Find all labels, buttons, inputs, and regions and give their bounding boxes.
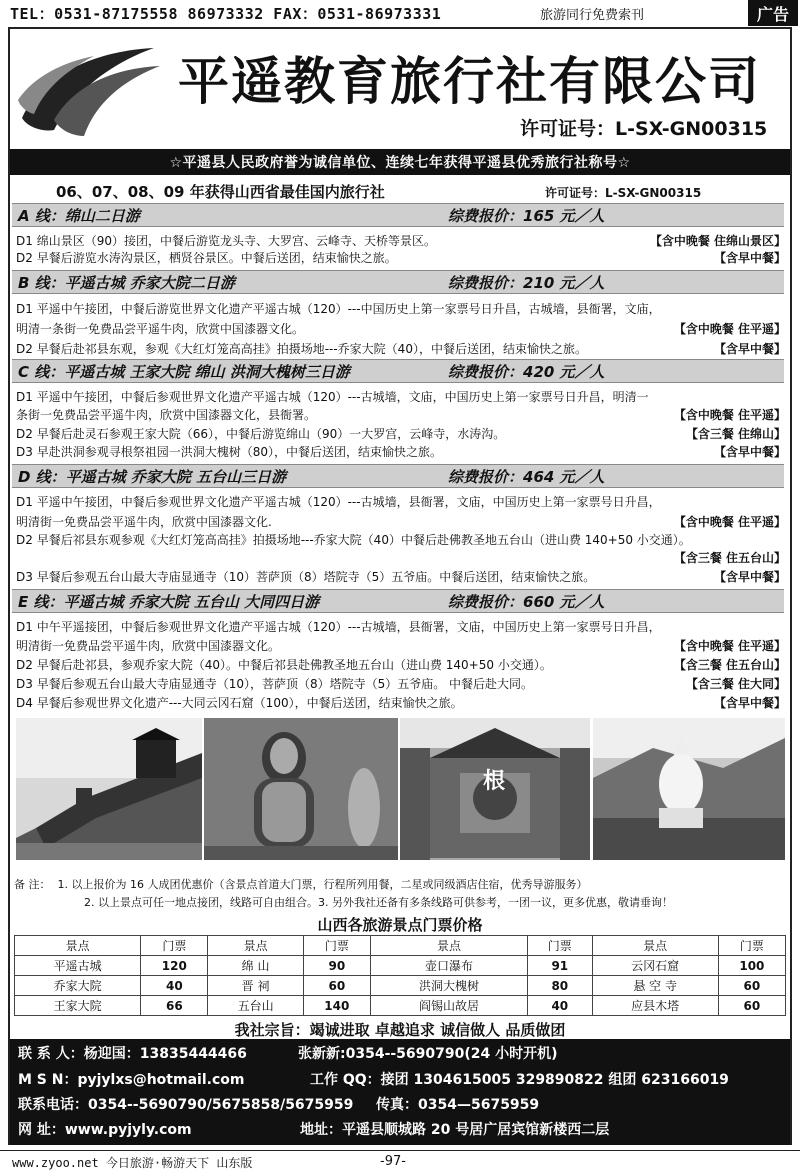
table-cell: 洪洞大槐树 [370,976,527,996]
line-tag: 【含三餐 住五台山】 [673,551,786,565]
contact-phone: 联系电话：0354--5690790/5675858/5675959 [18,1097,354,1113]
itinerary-line [16,531,786,548]
route-price: 综费报价：464 元／人 [448,467,605,486]
table-cell: 91 [528,956,592,976]
itinerary-line [16,443,786,460]
line-text: D1 平遥中午接团，中餐后参观世界文化遗产平遥古城（120）---古城墙，文庙，中国历史上第一家票号日升昌，明清一 [16,390,649,404]
line-text: 条街一免费品尝平遥牛肉，欣赏中国漆器文化，县衙署。 [16,408,317,422]
line-tag: 【含中晚餐 住平遥】 [673,515,786,529]
line-tag: 【含早中餐】 [713,445,786,459]
table-cell: 40 [141,976,208,996]
contact-website: 网 址：www.pyjyly.com [18,1122,192,1138]
table-cell: 90 [303,956,370,976]
line-text: D2 早餐后游览水涛沟景区，栖贤谷景区。中餐后送团，结束愉快之旅。 [16,251,397,265]
itinerary-line [16,493,786,510]
contact-person: 联 系 人：杨迎国：13835444466 [18,1046,247,1062]
line-tag: 【含早中餐】 [713,251,786,265]
table-cell: 壶口瀑布 [370,956,527,976]
license-number-small: 许可证号：L-SX-GN00315 [545,186,702,200]
table-header: 门票 [141,936,208,956]
table-row [15,956,786,976]
table-cell: 60 [303,976,370,996]
table-cell: 阎锡山故居 [370,996,527,1016]
itinerary-line [16,568,786,585]
line-tag: 【含三餐 住绵山】 [685,427,786,441]
line-tag: 【含中晚餐 住平遥】 [673,639,786,653]
photo-city-wall [16,718,202,860]
table-header: 景点 [592,936,718,956]
route-name: C 线：平遥古城 王家大院 绵山 洪洞大槐树三日游 [18,362,350,381]
route-price: 综费报价：420 元／人 [448,362,605,381]
table-cell: 平遥古城 [15,956,141,976]
itinerary-line [16,249,786,266]
table-cell: 40 [528,996,592,1016]
table-cell: 80 [528,976,592,996]
route-name: D 线：平遥古城 乔家大院 五台山三日游 [18,467,287,486]
itinerary-line [16,388,786,405]
line-tag: 【含中晚餐 住平遥】 [673,322,786,336]
table-header: 门票 [303,936,370,956]
route-b-header [12,270,784,294]
table-header: 景点 [15,936,141,956]
contact-qq: 工作 QQ：接团 1304615005 329890822 组团 623166019 [310,1072,729,1088]
table-header-row [15,936,786,956]
line-text: D3 早赴洪洞参观寻根祭祖园一洪洞大槐树（80），中餐后送团，结束愉快之旅。 [16,445,442,459]
line-text: D3 早餐后参观五台山最大寺庙显通寺（10），菩萨顶（8）塔院寺（5）五爷庙。 中餐后赴大同。 [16,677,534,691]
line-text: D2 早餐后赴灵石参观王家大院（66），中餐后游览绵山（90）一大罗宫，云峰寺，水涛沟。 [16,427,506,441]
contact-fax: 传真：0354—5675959 [376,1097,540,1113]
notes-line [84,894,673,910]
itinerary-line [16,340,786,357]
line-text: D2 早餐后赴祁县东观，参观《大红灯笼高高挂》拍摄场地---乔家大院（40），中餐后送团，结束愉快之旅。 [16,342,587,356]
itinerary-line [16,618,786,635]
route-name: B 线：平遥古城 乔家大院二日游 [18,273,235,292]
notes-line [14,876,587,892]
table-cell: 60 [718,976,785,996]
line-text: D1 绵山景区（90）接团，中餐后游览龙头寺、大罗宫、云峰寺、天桥等景区。 [16,234,436,248]
line-tag: 【含三餐 住五台山】 [673,658,786,672]
photo-white-pagoda [593,718,785,860]
route-price: 综费报价：660 元／人 [448,592,605,611]
line-text: 明清街一免费品尝平遥牛肉，欣赏中国漆器文化. [16,515,272,529]
itinerary-line [16,406,786,423]
line-tag: 【含中晚餐 住平遥】 [673,408,786,422]
table-cell: 绵 山 [208,956,303,976]
line-text: D1 平遥中午接团，中餐后参观世界文化遗产平遥古城（120）---古城墙，县衙署，文庙，中国历史上第一家票号日升昌， [16,495,661,509]
top-contact: TEL：0531-87175558 86973332 FAX：0531-86973331 [10,4,442,23]
license-number: 许可证号：L-SX-GN00315 [520,118,768,140]
table-row [15,996,786,1016]
contact-box [10,1039,790,1145]
contact-address: 地址：平遥县顺城路 20 号居广居宾馆新楼西二层 [300,1122,610,1138]
company-logo-icon [14,40,164,140]
page-number: -97- [380,1154,406,1169]
photo-grottoes [204,718,398,860]
line-text: D4 早餐后参观世界文化遗产---大同云冈石窟（100），中餐后送团，结束愉快之旅。 [16,696,463,710]
itinerary-line [16,656,786,673]
table-header: 门票 [528,936,592,956]
line-tag: 【含中晚餐 住绵山景区】 [649,234,786,248]
route-a-header [12,203,784,227]
table-cell: 60 [718,996,785,1016]
route-name: E 线：平遥古城 乔家大院 五台山 大同四日游 [18,592,320,611]
route-price: 综费报价：210 元／人 [448,273,605,292]
line-tag: 【含早中餐】 [713,342,786,356]
ticket-price-table [14,935,786,1016]
footer [0,1152,800,1172]
table-header: 景点 [370,936,527,956]
route-e-header [12,589,784,613]
company-name: 平遥教育旅行社有限公司 [178,53,762,112]
contact-person-2: 张新新:0354--5690790(24 小时开机) [298,1046,558,1062]
ticket-table-title: 山西各旅游景点门票价格 [317,916,483,934]
photo-gate-sign: 根 [482,768,505,794]
table-header: 景点 [208,936,303,956]
itinerary-line [16,675,786,692]
itinerary-line [16,513,786,530]
table-cell: 五台山 [208,996,303,1016]
line-tag: 【含三餐 住大同】 [685,677,786,691]
table-header: 门票 [718,936,785,956]
footer-divider [0,1150,800,1151]
table-cell: 66 [141,996,208,1016]
ad-badge: 广告 [748,0,798,26]
itinerary-line [16,425,786,442]
note-item: 1. 以上报价为 16 人成团优惠价（含景点首道大门票，行程所列用餐，二星或同级酒店住宿，优秀导游服务） [57,878,588,891]
route-c-header [12,359,784,383]
route-d-header [12,464,784,488]
itinerary-line [16,232,786,249]
contact-msn: M S N：pyjylxs@hotmail.com [18,1072,245,1088]
top-tag: 旅游同行免费索刊 [540,7,645,23]
table-cell: 云冈石窟 [592,956,718,976]
line-text: D1 中午平遥接团，中餐后参观世界文化遗产平遥古城（120）---古城墙，县衙署，文庙，中国历史上第一家票号日升昌， [16,620,661,634]
route-name: A 线：绵山二日游 [18,206,140,225]
footer-site: www.zyoo.net 今日旅游·畅游天下 山东版 [12,1156,253,1170]
honor-banner: ☆平遥县人民政府誉为诚信单位、连续七年获得平遥县优秀旅行社称号☆ [10,149,790,175]
itinerary-line [16,300,786,317]
line-text: D1 平遥中午接团，中餐后游览世界文化遗产平遥古城（120）---中国历史上第一家票号日升昌，古城墙，县衙署，文庙， [16,302,661,316]
award-text: 06、07、08、09 年获得山西省最佳国内旅行社 [56,183,385,201]
line-text: D3 早餐后参观五台山最大寺庙显通寺（10）菩萨顶（8）塔院寺（5）五爷庙。中餐后送团，结束愉快之旅。 [16,570,596,584]
line-text: 明清一条街一免费品尝平遥牛肉，欣赏中国漆器文化。 [16,322,305,336]
table-row [15,976,786,996]
line-text: D2 早餐后赴祁县，参观乔家大院（40）。中餐后祁县赴佛教圣地五台山（进山费 140+50 小交通）。 [16,658,552,672]
itinerary-line [16,320,786,337]
note-item: 2. 以上景点可任一地点接团，线路可自由组合。3. 另外我社还备有多条线路可供参考，一团一议，更多优惠，敬请垂询！ [84,896,673,909]
line-text: 明清街一免费品尝平遥牛肉，欣赏中国漆器文化。 [16,639,281,653]
itinerary-line [16,637,786,654]
itinerary-line [16,694,786,711]
top-bar [0,0,800,26]
table-cell: 乔家大院 [15,976,141,996]
line-tag: 【含早中餐】 [713,570,786,584]
company-motto: 我社宗旨：竭诚进取 卓越追求 诚信做人 品质做团 [234,1021,566,1039]
table-cell: 王家大院 [15,996,141,1016]
table-cell: 100 [718,956,785,976]
table-cell: 悬 空 寺 [592,976,718,996]
table-cell: 晋 祠 [208,976,303,996]
table-cell: 120 [141,956,208,976]
route-price: 综费报价：165 元／人 [448,206,605,225]
table-cell: 应县木塔 [592,996,718,1016]
table-cell: 140 [303,996,370,1016]
line-tag: 【含早中餐】 [713,696,786,710]
notes-label: 备 注： [14,878,51,891]
line-text: D2 早餐后祁县东观参观《大红灯笼高高挂》拍摄场地---乔家大院（40）中餐后赴佛教圣地五台山（进山费 140+50 小交通）。 [16,533,691,547]
